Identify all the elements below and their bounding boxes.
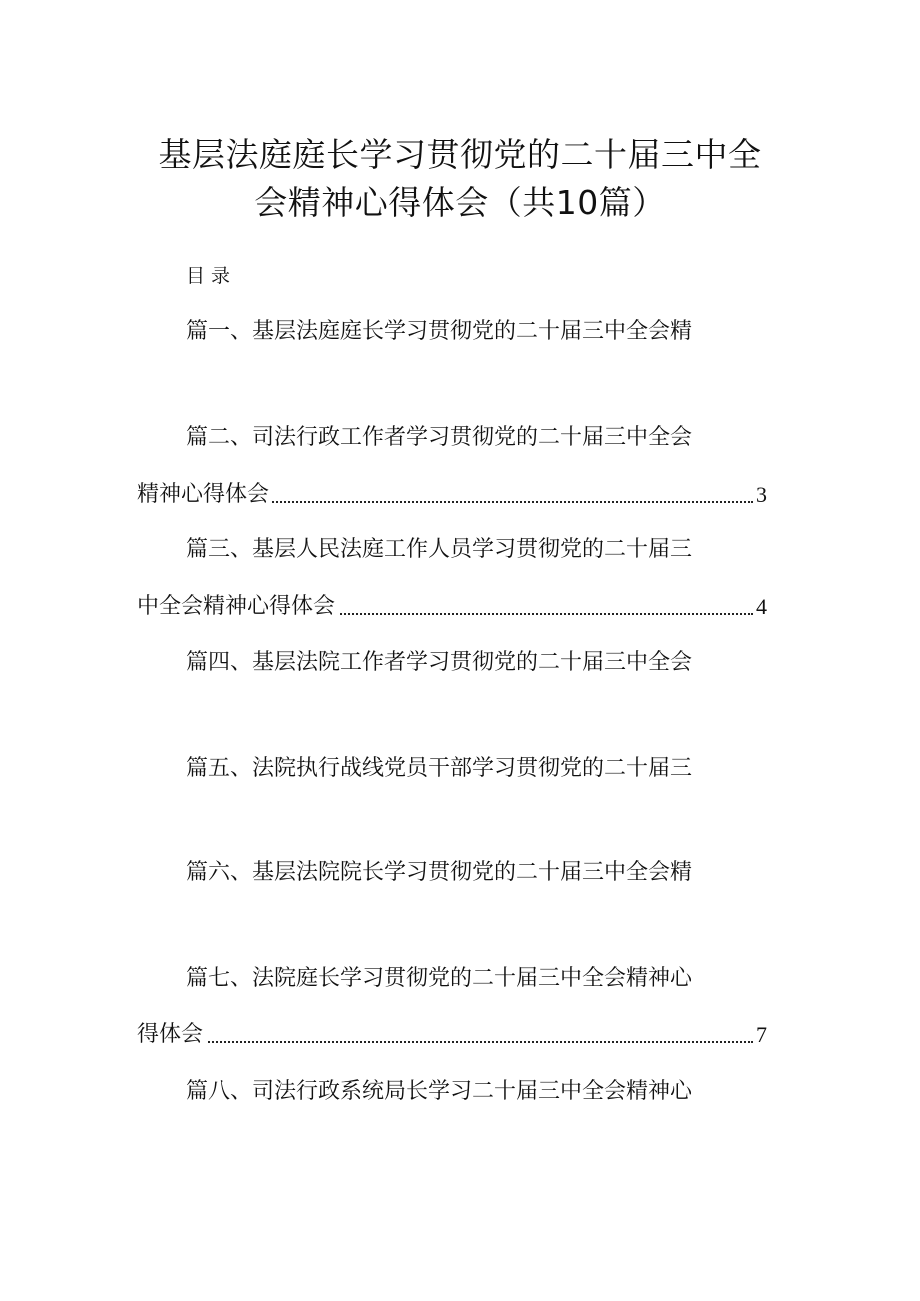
document-title-line-1: 基层法庭庭长学习贯彻党的二十届三中全 — [158, 135, 762, 174]
toc-entry-2-continuation-text: 精神心得体会 — [137, 480, 272, 510]
dot-leader — [137, 1041, 753, 1043]
toc-heading: 目录 — [186, 265, 237, 287]
toc-entry-6[interactable]: 篇六、基层法院院长学习贯彻党的二十届三中全会精 — [186, 860, 693, 885]
toc-entry-4[interactable]: 篇四、基层法院工作者学习贯彻党的二十届三中全会 — [186, 650, 693, 675]
document-title-line-2: 会精神心得体会（共10篇） — [254, 183, 666, 222]
toc-entry-7-page-number: 7 — [756, 1022, 767, 1047]
toc-entry-2-continuation[interactable] — [137, 480, 767, 510]
toc-entry-5[interactable]: 篇五、法院执行战线党员干部学习贯彻党的二十届三 — [186, 756, 693, 781]
toc-entry-3-page-number: 4 — [756, 594, 767, 619]
toc-entry-7-continuation[interactable] — [137, 1020, 767, 1050]
toc-entry-3-continuation-text: 中全会精神心得体会 — [137, 592, 338, 622]
toc-entry-7-continuation-text: 得体会 — [137, 1020, 206, 1050]
toc-entry-2[interactable]: 篇二、司法行政工作者学习贯彻党的二十届三中全会 — [186, 425, 693, 450]
toc-entry-3[interactable]: 篇三、基层人民法庭工作人员学习贯彻党的二十届三 — [186, 537, 693, 562]
toc-entry-3-continuation[interactable] — [137, 592, 767, 622]
toc-entry-1[interactable]: 篇一、基层法庭庭长学习贯彻党的二十届三中全会精 — [186, 319, 693, 344]
toc-entry-8[interactable]: 篇八、司法行政系统局长学习二十届三中全会精神心 — [186, 1079, 693, 1104]
toc-entry-7[interactable]: 篇七、法院庭长学习贯彻党的二十届三中全会精神心 — [186, 966, 693, 991]
toc-entry-2-page-number: 3 — [756, 482, 767, 507]
